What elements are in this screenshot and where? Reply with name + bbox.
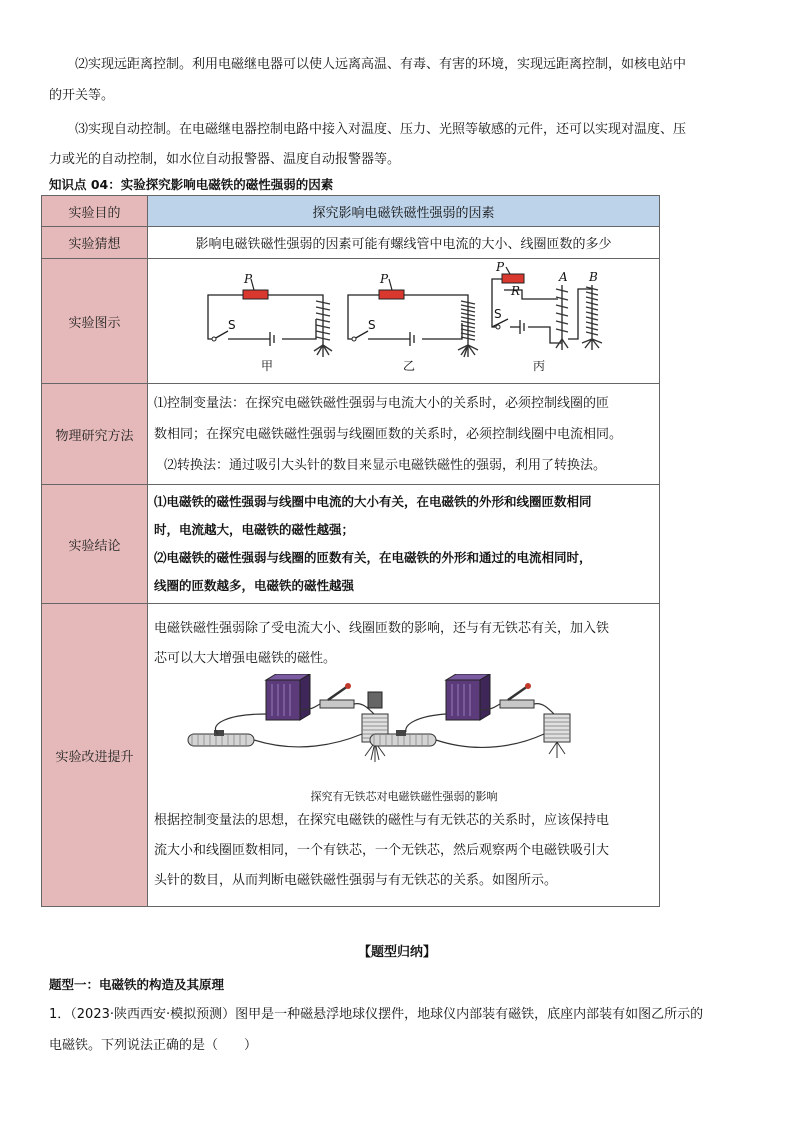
knowledge-table (41, 195, 660, 907)
conclusion-line3: ⑵电磁铁的磁性强弱与线圈的匝数有关，在电磁铁的外形和通过的电流相同时， (154, 550, 592, 565)
caption-bing: 丙 (533, 359, 546, 373)
rheostat-yi (379, 290, 404, 299)
switch-left (320, 683, 354, 708)
mark-s-bing: S (494, 307, 502, 321)
conclusion-line2: 时，电流越大，电磁铁的磁性越强； (154, 522, 355, 537)
mark-b: B (589, 270, 598, 284)
coil-a (556, 285, 568, 350)
label-hypothesis: 实验猜想 (42, 227, 148, 259)
mark-p-yi: P (380, 272, 389, 286)
coil-jia (314, 299, 332, 357)
mark-s-yi: S (368, 318, 376, 332)
mark-p-bing: P (496, 260, 505, 274)
rheostat-jia (243, 290, 268, 299)
row-improvement (42, 604, 660, 907)
label-diagram: 实验图示 (42, 259, 148, 384)
label-method: 物理研究方法 (42, 384, 148, 485)
question1-line1: 1．（2023·陕西西安·模拟预测）图甲是一种磁悬浮地球仪摆件，地球仪内部装有磁铁，底座内部装有如图乙所示的 (49, 1007, 704, 1022)
intro-p2-line1: ⑵实现远距离控制。利用电磁继电器可以使人远离高温、有毒、有害的环境，实现远距离控制，如核电站中 (75, 57, 687, 72)
value-improvement (148, 604, 660, 907)
method-line3: ⑵转换法：通过吸引大头针的数目来显示电磁铁磁性的强弱，利用了转换法。 (164, 457, 607, 473)
caption-yi: 乙 (403, 359, 416, 373)
improvement-line1: 电磁铁磁性强弱除了受电流大小、线圈匝数的影响，还与有无铁芯有关，加入铁 (154, 621, 610, 636)
method-line1: ⑴控制变量法：在探究电磁铁磁性强弱与电流大小的关系时，必须控制线圈的匝 (154, 395, 610, 411)
battery-right (446, 674, 490, 720)
photo-caption: 探究有无铁芯对电磁铁磁性强弱的影响 (310, 790, 498, 803)
type1-title: 题型一：电磁铁的构造及其原理 (49, 977, 225, 992)
rheostat-bing (502, 274, 524, 283)
mark-a: A (559, 270, 568, 284)
improvement-line5: 头针的数目，从而判断电磁铁磁性强弱与有无铁芯的关系。如图所示。 (154, 873, 558, 888)
intro-p2-line2: 的开关等。 (49, 88, 115, 103)
conclusion-line1: ⑴电磁铁的磁性强弱与线圈中电流的大小有关，在电磁铁的外形和线圈匝数相同 (154, 494, 592, 509)
coil-b (582, 285, 602, 350)
row-diagram (42, 259, 660, 384)
circuit-diagrams (148, 259, 660, 383)
mark-p-jia: P (244, 272, 253, 286)
battery-left (266, 674, 310, 720)
section-title: 知识点 04：实验探究影响电磁铁的磁性强弱的因素 (49, 177, 334, 192)
switch-right (500, 683, 534, 708)
improvement-line2: 芯可以大大增强电磁铁的磁性。 (154, 651, 337, 666)
mark-r: R (511, 284, 521, 298)
caption-jia: 甲 (261, 359, 274, 373)
intro-p3-line1: ⑶实现自动控制。在电磁继电器控制电路中接入对温度、压力、光照等敏感的元件，还可以实现对温度、压 (75, 122, 687, 137)
rheostat-left (188, 730, 254, 746)
electromagnet-left (362, 692, 388, 762)
label-purpose: 实验目的 (42, 196, 148, 227)
row-purpose (42, 196, 660, 227)
method-line2: 数相同；在探究电磁铁磁性强弱与线圈匝数的关系时，必须控制线圈中电流相同。 (154, 426, 623, 442)
value-method (148, 384, 660, 485)
summary-heading: 【题型归纳】 (357, 945, 436, 960)
value-diagram (148, 259, 660, 384)
conclusion-line4: 线圈的匝数越多，电磁铁的磁性越强 (154, 578, 355, 593)
improvement-line4: 流大小和线圈匝数相同，一个有铁芯，一个无铁芯，然后观察两个电磁铁吸引大 (154, 843, 610, 858)
row-hypothesis (42, 227, 660, 259)
label-conclusion: 实验结论 (42, 485, 148, 604)
row-method (42, 384, 660, 485)
question1-line2: 电磁铁。下列说法正确的是（ ） (49, 1038, 258, 1053)
label-improvement: 实验改进提升 (42, 604, 148, 907)
value-hypothesis: 影响电磁铁磁性强弱的因素可能有螺线管中电流的大小、线圈匝数的多少 (148, 227, 660, 259)
intro-p3-line2: 力或光的自动控制，如水位自动报警器、温度自动报警器等。 (49, 152, 401, 167)
coil-yi (458, 299, 478, 357)
improvement-line3: 根据控制变量法的思想，在探究电磁铁的磁性与有无铁芯的关系时，应该保持电 (154, 813, 610, 828)
electromagnet-right (544, 714, 570, 758)
row-conclusion (42, 485, 660, 604)
value-purpose: 探究影响电磁铁磁性强弱的因素 (148, 196, 660, 227)
mark-s-jia: S (228, 318, 236, 332)
value-conclusion (148, 485, 660, 604)
iron-core-photo (148, 674, 659, 806)
